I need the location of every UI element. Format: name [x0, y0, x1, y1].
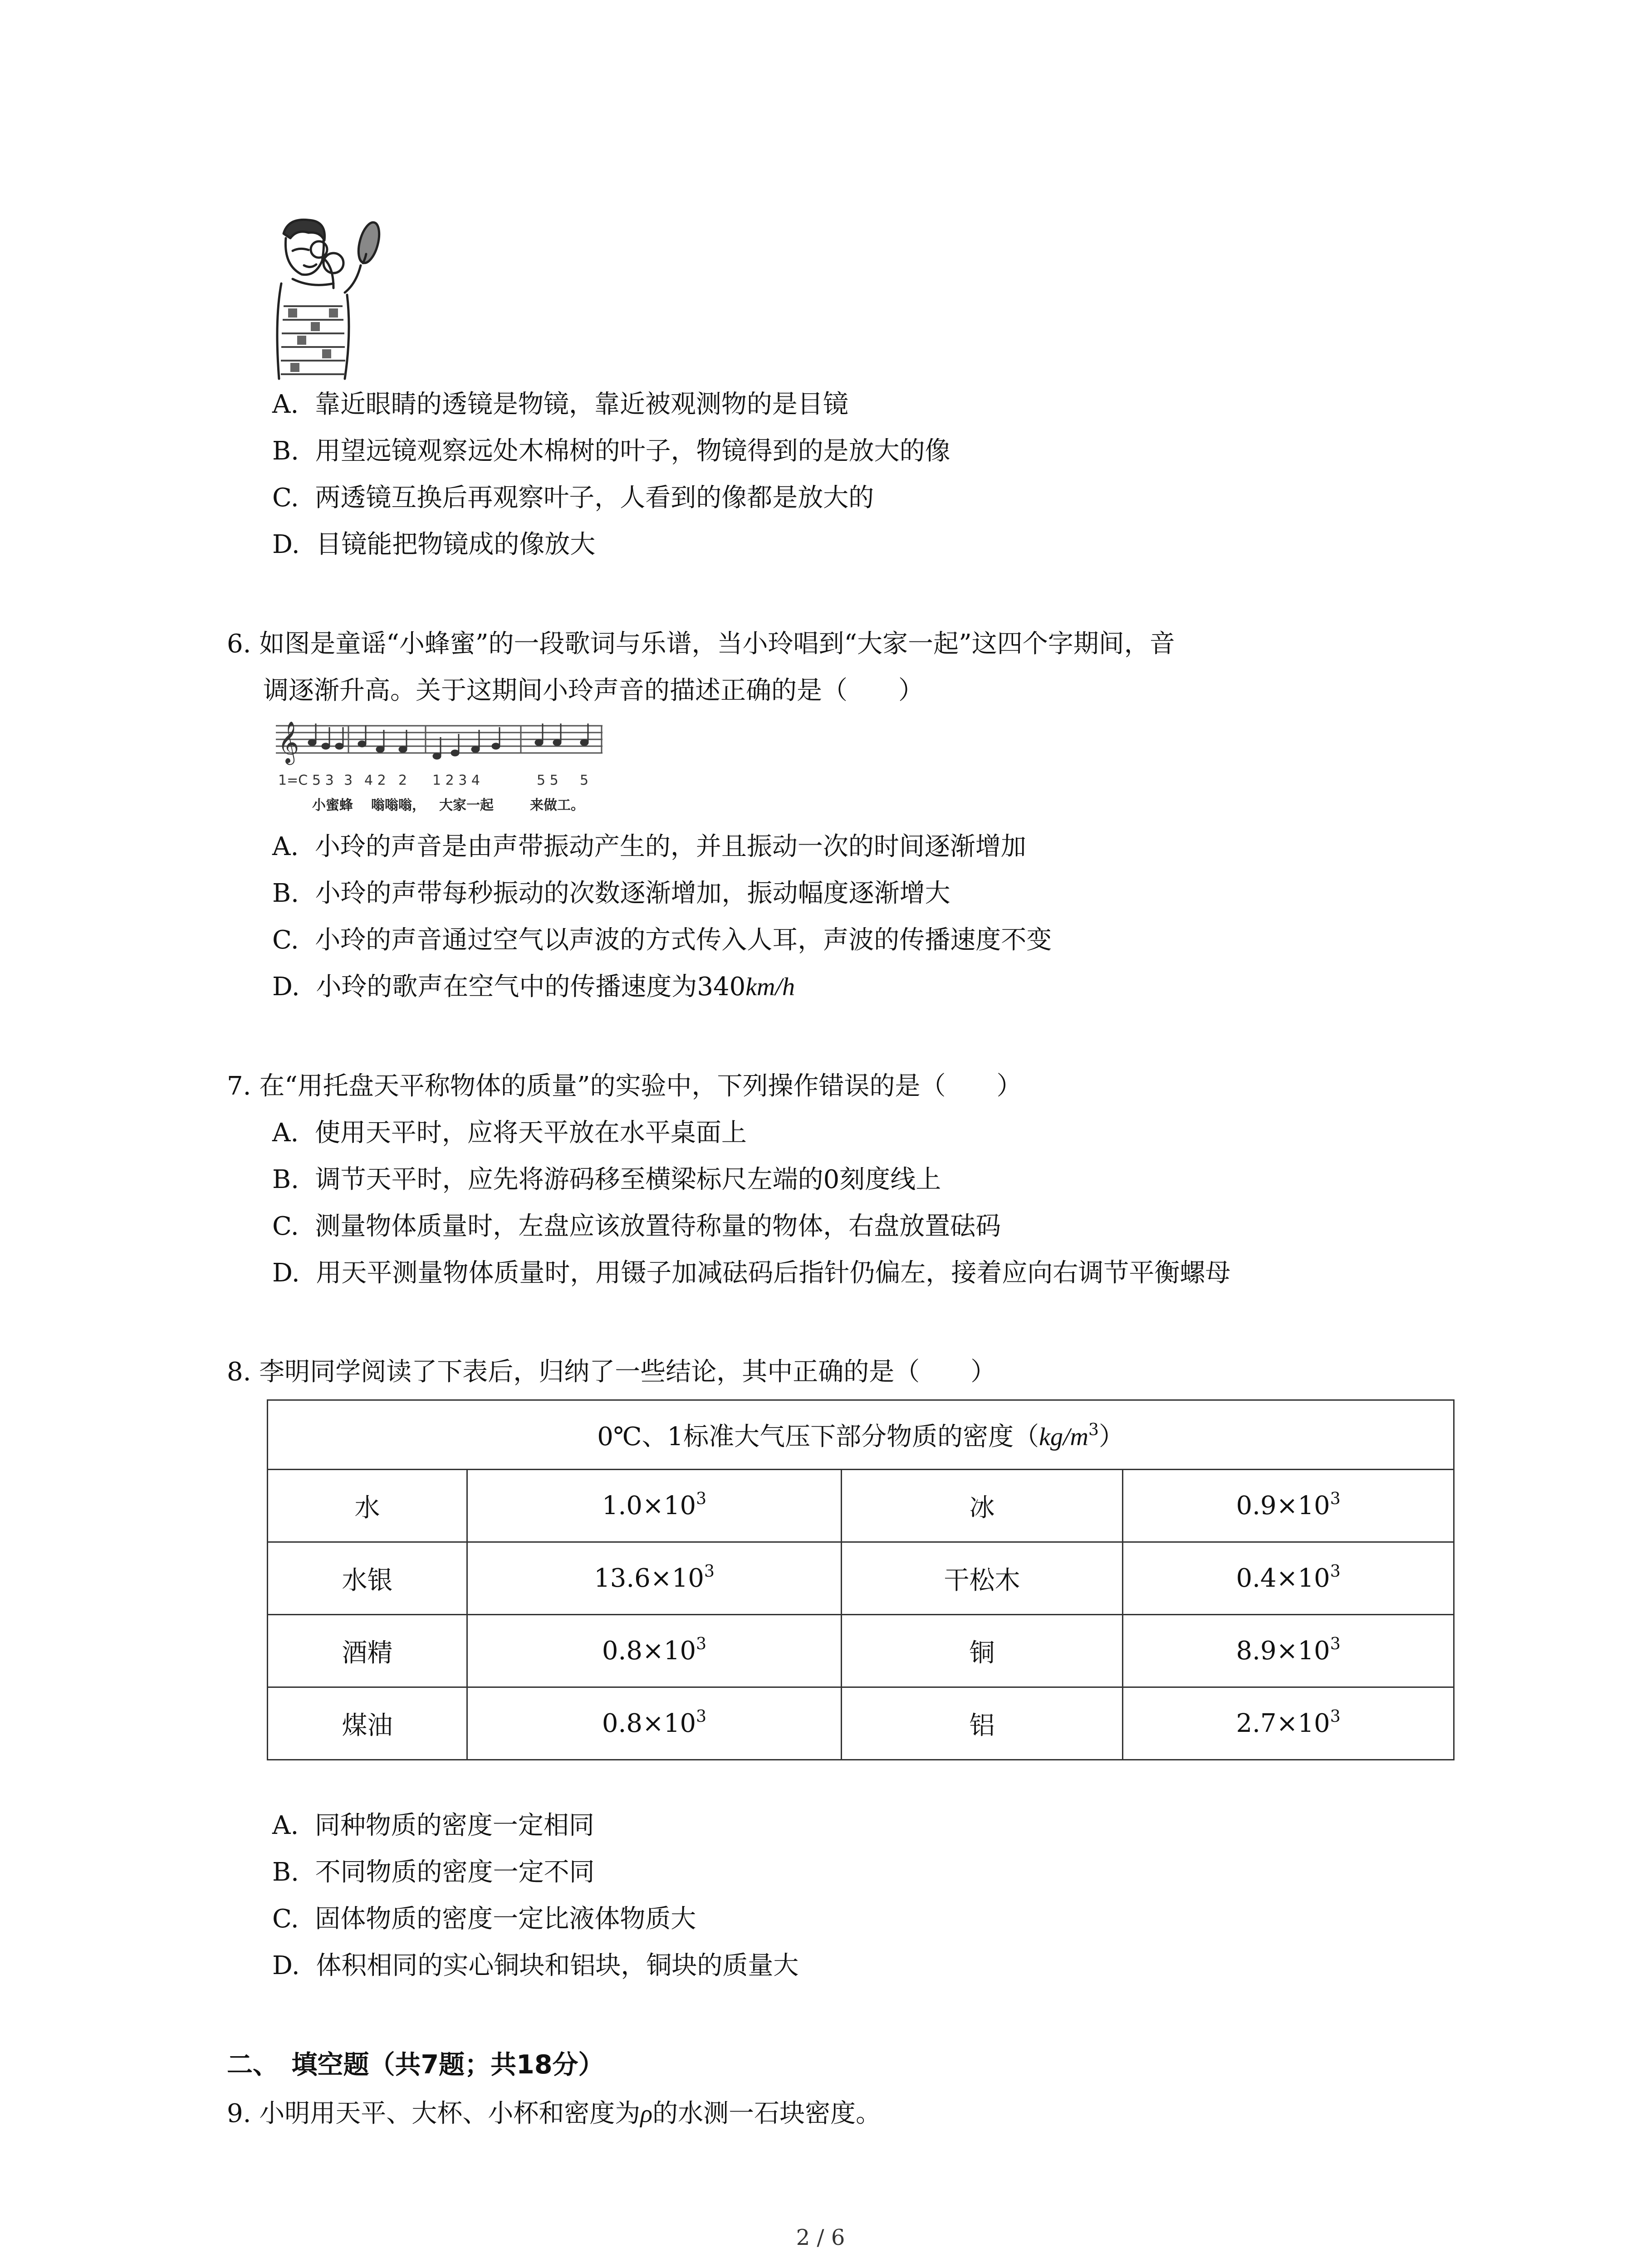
q6-stem-line2: 调逐渐升高。关于这期间小玲声音的描述正确的是（ ） [263, 676, 924, 705]
score-lyric-4: 来做工。 [530, 797, 584, 813]
density-table-caption: 0℃、1标准大气压下部分物质的密度$(kg/m^3)$ [268, 1400, 1454, 1470]
substance-name: 酒精 [268, 1615, 467, 1687]
substance-name: 干松木 [842, 1542, 1123, 1615]
q5-option-c: C. 两透镜互换后再观察叶子，人看到的像都是放大的 [272, 483, 874, 513]
density-value: $1.0\times 10^3$ [467, 1470, 842, 1542]
score-lyric-3: 大家一起 [439, 797, 494, 813]
table-row [268, 1687, 1454, 1760]
q6-option-b: B. 小玲的声带每秒振动的次数逐渐增加，振动幅度逐渐增大 [272, 879, 950, 908]
q5-option-b: B. 用望远镜观察远处木棉树的叶子，物镜得到的是放大的像 [272, 436, 950, 466]
q7-option-c: C. 测量物体质量时，左盘应该放置待称量的物体，右盘放置砝码 [272, 1212, 1001, 1241]
density-value: $13.6\times 10^3$ [467, 1542, 842, 1615]
score-notes-2: 3 [344, 772, 353, 788]
q8-stem: 8. 李明同学阅读了下表后，归纳了一些结论，其中正确的是（ ） [227, 1357, 996, 1387]
score-lyric-1: 小蜜蜂 [312, 797, 353, 813]
page-number: 2 / 6 [796, 2225, 845, 2250]
score-notes-7: 5 [580, 772, 589, 788]
score-lyric-2: 嗡嗡嗡， [371, 797, 426, 813]
density-value: $0.8\times 10^3$ [467, 1687, 842, 1760]
q6-option-d: D. 小玲的歌声在空气中的传播速度为340km/h [272, 972, 795, 1002]
table-row [268, 1470, 1454, 1542]
q7-option-b: B. 调节天平时，应先将游码移至横梁标尺左端的0刻度线上 [272, 1165, 941, 1194]
q6-option-d-unit: km/h [745, 973, 795, 1001]
substance-name: 铝 [842, 1687, 1123, 1760]
q8-option-b: B. 不同物质的密度一定不同 [272, 1857, 595, 1887]
q8-option-c: C. 固体物质的密度一定比液体物质大 [272, 1904, 696, 1934]
q6-stem-line1: 6. 如图是童谣“小蜂蜜”的一段歌词与乐谱，当小玲唱到“大家一起”这四个字期间，音 [227, 629, 1175, 659]
q7-option-d: D. 用天平测量物体质量时，用镊子加减砝码后指针仍偏左，接着应向右调节平衡螺母 [272, 1258, 1231, 1288]
score-notes-5: 1 2 3 4 [432, 772, 480, 788]
q8-option-a: A. 同种物质的密度一定相同 [272, 1811, 594, 1840]
score-notes-6: 5 5 [537, 772, 558, 788]
substance-name: 煤油 [268, 1687, 467, 1760]
density-value: $0.8\times 10^3$ [467, 1615, 842, 1687]
q5-option-d: D. 目镜能把物镜成的像放大 [272, 530, 596, 559]
music-score-figure [276, 719, 612, 823]
svg-text:𝄞: 𝄞 [278, 721, 299, 763]
q8-option-d: D. 体积相同的实心铜块和铝块，铜块的质量大 [272, 1951, 799, 1980]
q9-stem: 9. 小明用天平、大杯、小杯和密度为ρ的水测一石块密度。 [227, 2099, 882, 2128]
q7-stem: 7. 在“用托盘天平称物体的质量”的实验中，下列操作错误的是（ ） [227, 1071, 1022, 1101]
score-notes-1: 5 3 [312, 772, 334, 788]
table-row [268, 1542, 1454, 1615]
substance-name: 冰 [842, 1470, 1123, 1542]
q6-option-c: C. 小玲的声音通过空气以声波的方式传入人耳，声波的传播速度不变 [272, 925, 1052, 955]
substance-name: 水银 [268, 1542, 467, 1615]
q7-option-a: A. 使用天平时，应将天平放在水平桌面上 [272, 1118, 747, 1148]
score-notes-4: 2 [398, 772, 407, 788]
q5-option-a: A. 靠近眼睛的透镜是物镜，靠近被观测物的是目镜 [272, 390, 848, 419]
density-table [267, 1399, 1455, 1760]
density-value: $0.9\times 10^3$ [1123, 1470, 1454, 1542]
table-row [268, 1615, 1454, 1687]
q6-option-a: A. 小玲的声音是由声带振动产生的，并且振动一次的时间逐渐增加 [272, 832, 1026, 861]
density-value: $0.4\times 10^3$ [1123, 1542, 1454, 1615]
substance-name: 铜 [842, 1615, 1123, 1687]
section-heading: 二、 填空题（共7题；共18分） [227, 2050, 604, 2080]
rho-symbol: ρ [640, 2100, 653, 2128]
score-key: 1=C [278, 772, 308, 788]
score-notes-3: 4 2 [364, 772, 386, 788]
density-value: $2.7\times 10^3$ [1123, 1687, 1454, 1760]
telescope-boy-illustration [265, 215, 381, 383]
density-value: $8.9\times 10^3$ [1123, 1615, 1454, 1687]
substance-name: 水 [268, 1470, 467, 1542]
